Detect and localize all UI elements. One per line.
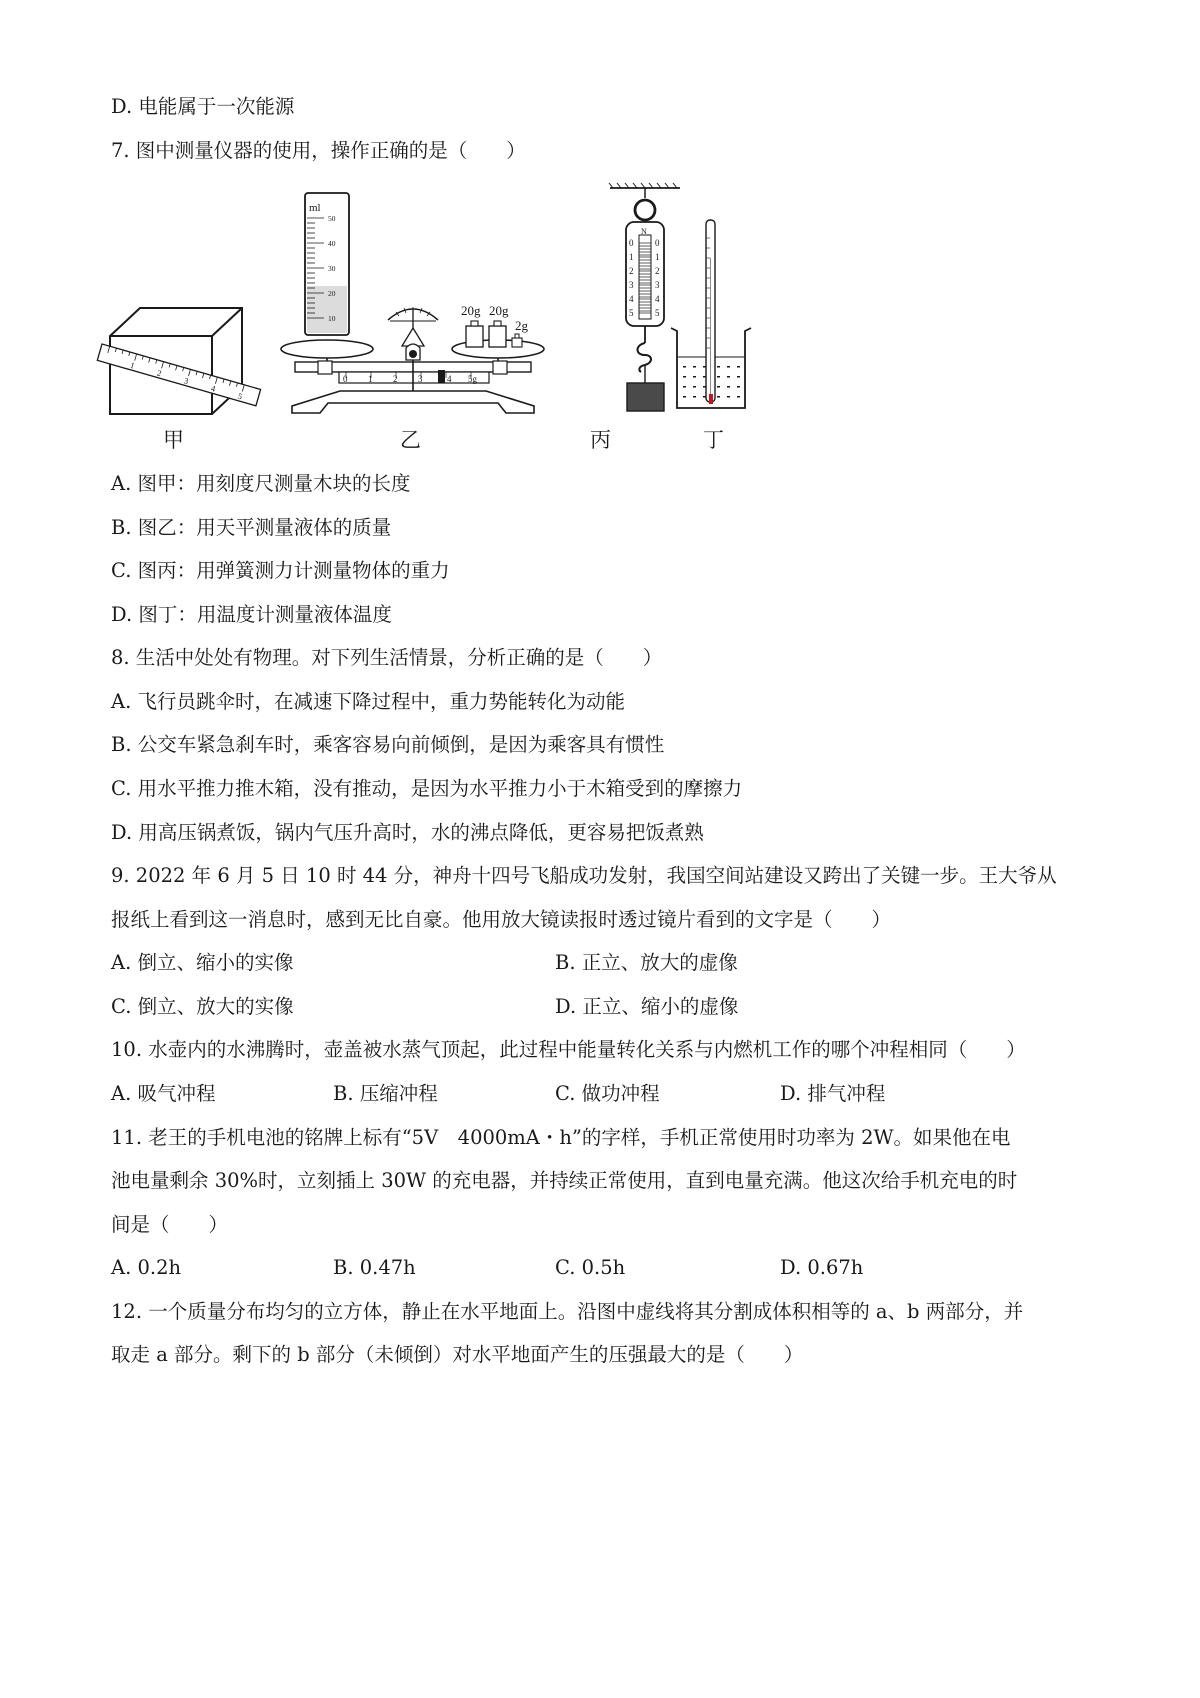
spring-scale-right-tick: 2 [655,266,660,276]
q8-option-d: D. 用高压锅煮饭，锅内气压升高时，水的沸点降低，更容易把饭煮熟 [111,821,704,844]
q7-option-c: C. 图丙：用弹簧测力计测量物体的重力 [111,559,450,582]
q9-option-d: D. 正立、缩小的虚像 [555,995,739,1018]
spring-scale-right-tick: 0 [655,238,660,248]
beam-tick-label: 4 [447,374,452,384]
ruler-tick-label: 3 [182,375,190,387]
spring-scale-left-tick: 3 [629,280,634,290]
q11-stem-line1: 11. 老王的手机电池的铭牌上标有“5V 4000mA・h”的字样，手机正常使用时功率为 2W。如果他在电 [111,1126,1011,1149]
cylinder-tick-label: 20 [328,289,336,298]
q10-option-a: A. 吸气冲程 [111,1082,216,1105]
q10-option-d: D. 排气冲程 [780,1082,886,1105]
q7-stem: 7. 图中测量仪器的使用，操作正确的是（ ） [111,139,526,162]
spring-scale-left-tick: 0 [629,238,634,248]
q9-stem-line2: 报纸上看到这一消息时，感到无比自豪。他用放大镜读报时透过镜片看到的文字是（ ） [111,908,892,931]
q7-option-b: B. 图乙：用天平测量液体的质量 [111,516,392,539]
weight-label: 2g [515,318,528,333]
cylinder-unit: ml [309,202,321,214]
ruler-tick-label: 5 [236,390,244,402]
q10-option-c: C. 做功冲程 [555,1082,660,1105]
spring-scale-left-tick: 1 [629,252,634,262]
q8-option-a: A. 飞行员跳伞时，在减速下降过程中，重力势能转化为动能 [111,690,625,713]
cylinder-tick-label: 50 [328,214,336,223]
spring-scale-right-tick: 4 [655,294,660,304]
q9-stem-line1: 9. 2022 年 6 月 5 日 10 时 44 分，神舟十四号飞船成功发射，我国空间站建设又跨出了关键一步。王大爷从 [111,864,1057,887]
beam-tick-label: 2 [393,374,398,384]
ruler-tick-label: 4 [209,382,217,394]
figure-ding-thermometer [665,218,755,418]
q8-option-c: C. 用水平推力推木箱，没有推动，是因为水平推力小于木箱受到的摩擦力 [111,777,743,800]
q11-option-c: C. 0.5h [555,1256,626,1279]
cylinder-tick-label: 10 [328,314,336,323]
ruler-tick-label: 1 [129,359,136,371]
q11-option-a: A. 0.2h [111,1256,182,1279]
cylinder-tick-label: 40 [328,239,336,248]
figure-yi-balance [280,188,560,418]
spring-scale-left-tick: 2 [629,266,634,276]
caption-ding: 丁 [703,428,724,452]
beam-tick-label: 5g [468,374,477,384]
spring-scale-left-tick: 4 [629,294,634,304]
q9-option-c: C. 倒立、放大的实像 [111,995,294,1018]
caption-bing: 丙 [590,428,611,452]
q9-option-b: B. 正立、放大的虚像 [555,951,738,974]
q7-option-d: D. 图丁：用温度计测量液体温度 [111,603,392,626]
cylinder-tick-label: 30 [328,264,336,273]
spring-scale-unit: N [641,227,647,236]
beam-tick-label: 1 [368,374,373,384]
q10-option-b: B. 压缩冲程 [333,1082,438,1105]
beam-tick-label: 3 [418,374,423,384]
q7-option-a: A. 图甲：用刻度尺测量木块的长度 [111,472,411,495]
spring-scale-left-tick: 5 [629,308,634,318]
q11-option-d: D. 0.67h [780,1256,864,1279]
ruler-tick-label: 2 [155,367,163,379]
weight-label: 20g [461,303,481,318]
figure-jia-ruler-block [100,300,270,420]
spring-scale-right-tick: 5 [655,308,660,318]
q10-stem: 10. 水壶内的水沸腾时，壶盖被水蒸气顶起，此过程中能量转化关系与内燃机工作的哪个冲程相同（ ） [111,1038,1026,1061]
caption-jia: 甲 [163,428,184,452]
weight-label: 20g [489,303,509,318]
q12-stem-line2: 取走 a 部分。剩下的 b 部分（未倾倒）对水平地面产生的压强最大的是（ ） [111,1343,804,1366]
beam-tick-label: 0 [343,374,348,384]
q9-option-a: A. 倒立、缩小的实像 [111,951,294,974]
q11-option-b: B. 0.47h [333,1256,416,1279]
q11-stem-line2: 池电量剩余 30%时，立刻插上 30W 的充电器，并持续正常使用，直到电量充满。他这次给手机充电的时 [111,1169,1018,1192]
caption-yi: 乙 [400,428,421,452]
q11-stem-line3: 间是（ ） [111,1213,229,1236]
spring-scale-right-tick: 3 [655,280,660,290]
q8-stem: 8. 生活中处处有物理。对下列生活情景，分析正确的是（ ） [111,646,663,669]
q6-option-d: D. 电能属于一次能源 [111,95,295,118]
spring-scale-right-tick: 1 [655,252,660,262]
q8-option-b: B. 公交车紧急刹车时，乘客容易向前倾倒，是因为乘客具有惯性 [111,733,665,756]
q12-stem-line1: 12. 一个质量分布均匀的立方体，静止在水平地面上。沿图中虚线将其分割成体积相等的 a、b 两部分，并 [111,1300,1024,1323]
